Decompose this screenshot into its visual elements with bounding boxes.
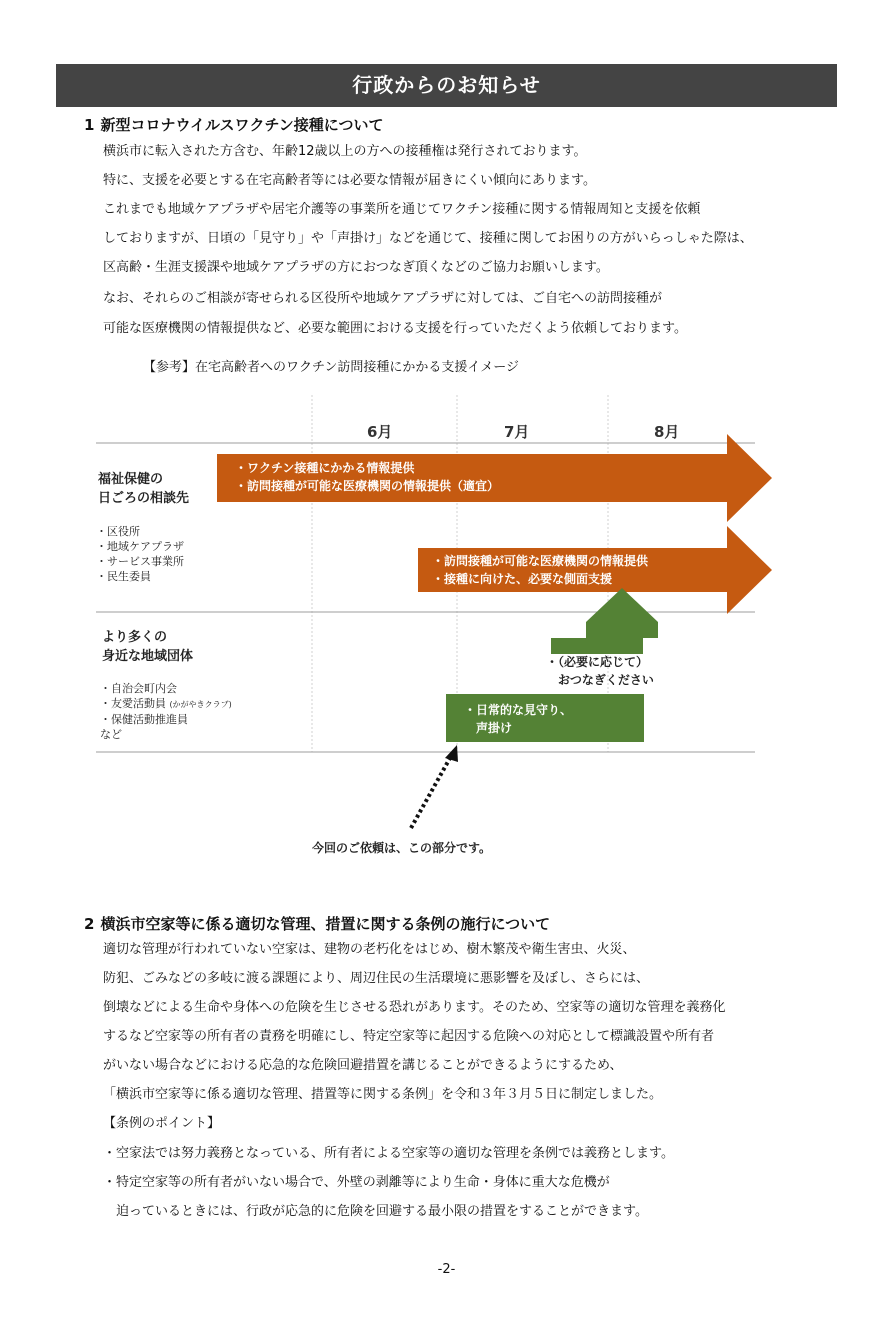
section-banner: 行政からのお知らせ (56, 64, 837, 107)
section2-paragraph: 適切な管理が行われていない空家は、建物の老朽化をはじめ、樹木繁茂や衛生害虫、火災、 (103, 942, 636, 957)
ordinance-point: ・特定空家等の所有者がいない場合で、外壁の剥離等により生命・身体に重大な危機が (103, 1175, 610, 1190)
section1-paragraph: なお、それらのご相談が寄せられる区役所や地域ケアプラザに対しては、ご自宅への訪問接種が (103, 291, 663, 306)
section2-number: 2 (84, 915, 95, 933)
month-label: 7月 (504, 423, 530, 441)
connect-note: ・（必要に応じて） おつなぎください (546, 655, 654, 687)
request-note: 今回のご依頼は、この部分です。 (312, 841, 492, 855)
row2-item: ・自治会町内会 (100, 682, 177, 695)
section2-heading (84, 913, 550, 934)
row2-item: ・保健活動推進員 (100, 713, 188, 726)
row2-items (100, 681, 232, 742)
section2-paragraph: するなど空家等の所有者の責務を明確にし、特定空家等に起因する危険への対応として標識設置や所有者 (103, 1029, 715, 1044)
section1-heading (84, 114, 384, 135)
section1-paragraph: 特に、支援を必要とする在宅高齢者等には必要な情報が届きにくい傾向にあります。 (103, 173, 596, 188)
section1-paragraph: 可能な医療機関の情報提供など、必要な範囲における支援を行っていただくよう依頼しております。 (103, 321, 687, 336)
row1-item: ・区役所 (96, 525, 140, 538)
section2-title: 横浜市空家等に係る適切な管理、措置に関する条例の施行について (100, 915, 551, 933)
section1-paragraph: これまでも地域ケアプラザや居宅介護等の事業所を通じてワクチン接種に関する情報周知と支援を依頼 (103, 202, 701, 217)
section1-number: 1 (84, 116, 95, 134)
section1-paragraph: 区高齢・生涯支援課や地域ケアプラザの方におつなぎ頂くなどのご協力お願いします。 (103, 260, 609, 275)
row1-items (96, 524, 184, 584)
arrow1-text: ・ワクチン接種にかかる情報提供 ・訪問接種が可能な医療機関の情報提供（適宜） (235, 461, 500, 493)
dotted-pointer (411, 758, 450, 828)
row1-title: 福祉保健の 日ごろの相談先 (98, 472, 190, 506)
reference-title: 【参考】在宅高齢者へのワクチン訪問接種にかかる支援イメージ (143, 360, 519, 375)
ordinance-point: ・空家法では努力義務となっている、所有者による空家等の適切な管理を条例では義務とします。 (103, 1146, 674, 1161)
section2-paragraph: がいない場合などにおける応急的な危険回避措置を講じることができるようにするため、 (103, 1058, 623, 1073)
page-number: -2- (437, 1262, 456, 1277)
green-box-text: ・日常的な見守り、 声掛け (464, 703, 573, 735)
arrow-up-connect (551, 588, 658, 654)
section2-paragraph: 倒壊などによる生命や身体への危険を生じさせる恐れがあります。そのため、空家等の適切な管理を義務化 (103, 1000, 726, 1015)
section1-paragraph: 横浜市に転入された方含む、年齢12歳以上の方への接種権は発行されております。 (103, 144, 587, 159)
ordinance-point: 迫っているときには、行政が応急的に危険を回避する最小限の措置をすることができます。 (103, 1204, 648, 1219)
month-label: 8月 (654, 423, 680, 441)
row1-item: ・地域ケアプラザ (96, 540, 184, 553)
row2-item-note: (かがやきクラブ) (169, 700, 232, 709)
row1-item: ・民生委員 (96, 570, 151, 583)
row2-item: など (100, 728, 122, 741)
row2-item: ・友愛活動員 (かがやきクラブ) (100, 697, 232, 710)
ordinance-points-heading: 【条例のポイント】 (103, 1116, 221, 1131)
row2-title: より多くの 身近な地域団体 (102, 630, 194, 664)
support-diagram (90, 390, 790, 870)
month-label: 6月 (367, 423, 393, 441)
dotted-pointer-head (445, 745, 458, 762)
section2-paragraph: 「横浜市空家等に係る適切な管理、措置等に関する条例」を令和３年３月５日に制定しました。 (103, 1087, 663, 1102)
row1-item: ・サービス事業所 (96, 555, 184, 568)
section1-title: 新型コロナウイルスワクチン接種について (100, 116, 384, 134)
section2-paragraph: 防犯、ごみなどの多岐に渡る課題により、周辺住民の生活環境に悪影響を及ぼし、さらには、 (103, 971, 650, 986)
arrow2-text: ・訪問接種が可能な医療機関の情報提供 ・接種に向けた、必要な側面支援 (432, 554, 649, 586)
section1-paragraph: しておりますが、日頃の「見守り」や「声掛け」などを通じて、接種に関してお困りの方がいらっしゃた際は、 (103, 231, 753, 246)
